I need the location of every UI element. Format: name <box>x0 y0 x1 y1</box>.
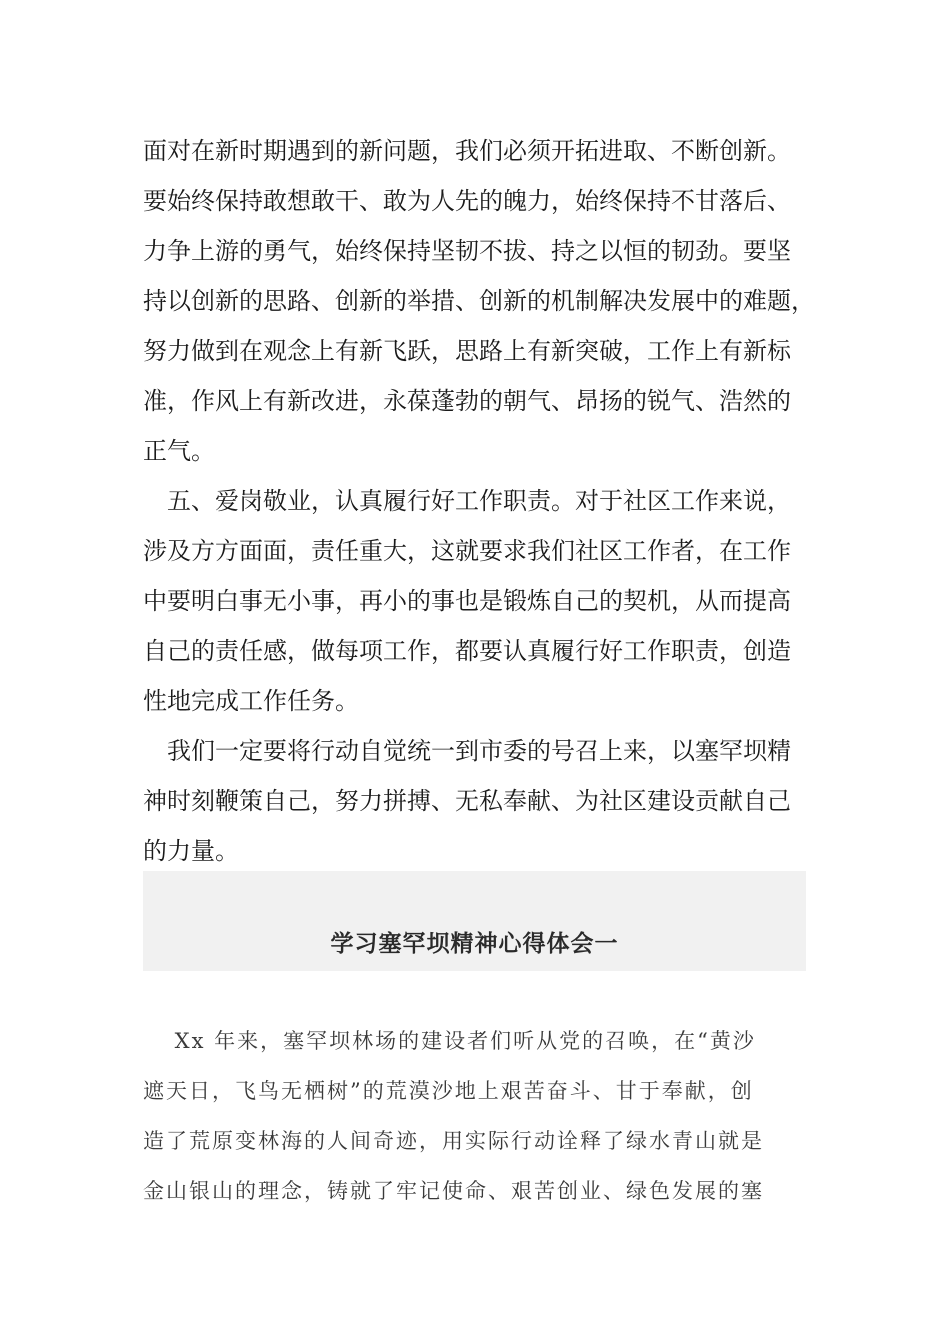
paragraph-line: 我们一定要将行动自觉统一到市委的号召上来，以塞罕坝精 <box>143 737 791 765</box>
paragraph-line: 持以创新的思路、创新的举措、创新的机制解决发展中的难题， <box>143 287 815 315</box>
paragraph-line: 金山银山的理念，铸就了牢记使命、艰苦创业、绿色发展的塞 <box>143 1179 764 1203</box>
paragraph-line: 中要明白事无小事，再小的事也是锻炼自己的契机，从而提高 <box>143 587 791 615</box>
paragraph-line: 正气。 <box>143 437 215 465</box>
article-body-continued <box>143 126 813 876</box>
paragraph-line: 神时刻鞭策自己，努力拼搏、无私奉献、为社区建设贡献自己 <box>143 787 791 815</box>
article-title: 学习塞罕坝精神心得体会一 <box>330 930 619 957</box>
paragraph-line: Xx 年来，塞罕坝林场的建设者们听从党的召唤，在“黄沙 <box>143 1029 756 1053</box>
paragraph-line: 自己的责任感，做每项工作，都要认真履行好工作职责，创造 <box>143 637 791 665</box>
paragraph-line: 努力做到在观念上有新飞跃，思路上有新突破，工作上有新标 <box>143 337 791 365</box>
paragraph-line: 力争上游的勇气，始终保持坚韧不拔、持之以恒的韧劲。要坚 <box>143 237 791 265</box>
paragraph-line: 五、爱岗敬业，认真履行好工作职责。对于社区工作来说， <box>143 487 791 515</box>
paragraph-line: 准，作风上有新改进，永葆蓬勃的朝气、昂扬的锐气、浩然的 <box>143 387 791 415</box>
paragraph-line: 面对在新时期遇到的新问题，我们必须开拓进取、不断创新。 <box>143 137 791 165</box>
paragraph-line: 的力量。 <box>143 837 239 865</box>
article-body-new <box>143 1016 813 1216</box>
article-title-band <box>143 871 806 971</box>
paragraph-line: 造了荒原变林海的人间奇迹，用实际行动诠释了绿水青山就是 <box>143 1129 764 1153</box>
paragraph-line: 要始终保持敢想敢干、敢为人先的魄力，始终保持不甘落后、 <box>143 187 791 215</box>
paragraph-line: 涉及方方面面，责任重大，这就要求我们社区工作者，在工作 <box>143 537 791 565</box>
paragraph-line: 遮天日，飞鸟无栖树”的荒漠沙地上艰苦奋斗、甘于奉献，创 <box>143 1079 754 1103</box>
paragraph-line: 性地完成工作任务。 <box>143 687 359 715</box>
